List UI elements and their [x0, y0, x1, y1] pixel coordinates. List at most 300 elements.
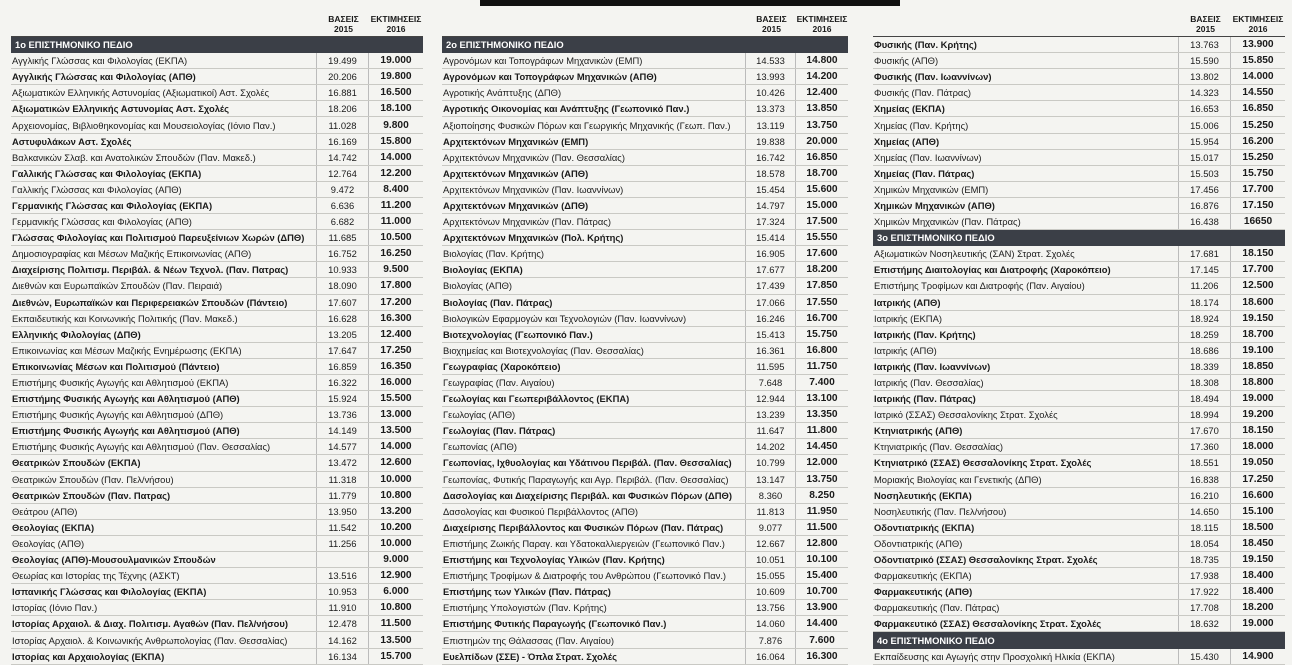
- base-2015-value: 16.134: [316, 649, 368, 664]
- department-name: Αξιοποίησης Φυσικών Πόρων και Γεωργικής Μηχανικής (Γεωπ. Παν.): [443, 119, 731, 131]
- table-row: [442, 584, 848, 600]
- department-name: Χημείας (ΕΚΠΑ): [874, 103, 945, 115]
- base-2015-value: 15.006: [1178, 117, 1230, 132]
- table-row: [442, 327, 848, 343]
- estimate-2016-value: 13.850: [795, 101, 848, 116]
- base-2015-value: 15.055: [745, 568, 795, 583]
- estimate-2016-value: 11.800: [795, 423, 848, 438]
- department-name: Βιολογίας (ΑΠΘ): [443, 280, 513, 292]
- department-name: Αρχιτεκτόνων Μηχανικών (Παν. Θεσσαλίας): [443, 151, 625, 163]
- table-row: [11, 504, 423, 520]
- estimate-2016-value: 18.000: [1230, 439, 1285, 454]
- table-rows: [11, 37, 423, 665]
- estimate-2016-value: 16.300: [368, 311, 423, 326]
- base-2015-value: 13.373: [745, 101, 795, 116]
- base-2015-value: 13.802: [1178, 69, 1230, 84]
- base-2015-value: 13.147: [745, 472, 795, 487]
- header-base-2015: ΒΑΣΕΙΣ 2015: [1190, 14, 1221, 34]
- table-row: [442, 343, 848, 359]
- base-2015-value: 11.813: [745, 504, 795, 519]
- department-name: Εκπαιδευτικής και Κοινωνικής Πολιτικής (Παν. Μακεδ.): [12, 312, 238, 324]
- base-2015-value: 10.799: [745, 455, 795, 470]
- estimate-2016-value: 19.000: [1230, 616, 1285, 631]
- table-row: [11, 439, 423, 455]
- department-name: Γαλλικής Γλώσσας και Φιλολογίας (ΕΚΠΑ): [12, 167, 202, 179]
- estimate-2016-value: 12.600: [368, 455, 423, 470]
- table-row: [442, 182, 848, 198]
- estimate-2016-value: 11.200: [368, 198, 423, 213]
- base-2015-value: [1180, 632, 1231, 647]
- base-2015-value: 16.859: [316, 359, 368, 374]
- base-2015-value: 16.752: [316, 246, 368, 261]
- table-row: [442, 616, 848, 632]
- table-row: [11, 311, 423, 327]
- estimate-2016-value: [1231, 632, 1285, 647]
- estimate-2016-value: 18.600: [1230, 295, 1285, 310]
- table-row: [442, 472, 848, 488]
- estimate-2016-value: 16650: [1230, 214, 1285, 229]
- table-row: [11, 117, 423, 133]
- base-2015-value: 8.360: [745, 488, 795, 503]
- department-name: Επιστήμης Φυτικής Παραγωγής (Γεωπονικό Παν.): [443, 618, 667, 630]
- department-name: Ιστορίας Αρχαιολ. & Διαχ. Πολιτισμ. Αγαθών (Παν. Πελ/νήσου): [12, 618, 288, 630]
- estimate-2016-value: 18.850: [1230, 359, 1285, 374]
- table-row: [873, 439, 1285, 455]
- table-row: [11, 649, 423, 665]
- table-row: [873, 423, 1285, 439]
- department-name: Ιατρικής (ΑΠΘ): [874, 344, 937, 356]
- column-header: [873, 0, 1285, 37]
- estimate-2016-value: 13.900: [1230, 37, 1285, 52]
- table-row: [442, 246, 848, 262]
- estimate-2016-value: 14.200: [795, 69, 848, 84]
- estimate-2016-value: 16.300: [795, 649, 848, 664]
- estimate-2016-value: 17.500: [795, 214, 848, 229]
- estimate-2016-value: 16.850: [795, 150, 848, 165]
- table-row: [442, 230, 848, 246]
- base-2015-value: 17.677: [745, 262, 795, 277]
- header-base-2015: ΒΑΣΕΙΣ 2015: [756, 14, 787, 34]
- table-row: [442, 117, 848, 133]
- base-2015-value: 17.066: [745, 295, 795, 310]
- department-name: Επιστήμης των Υλικών (Παν. Πάτρας): [443, 586, 611, 598]
- base-2015-value: 13.736: [316, 407, 368, 422]
- estimate-2016-value: 17.700: [1230, 182, 1285, 197]
- base-2015-value: 14.060: [745, 616, 795, 631]
- department-name: Αξιωματικών Ελληνικής Αστυνομίας Αστ. Σχολές: [12, 103, 230, 115]
- department-name: Επιστήμης Τροφίμων & Διατροφής του Ανθρώπου (Γεωπονικό Παν.): [443, 570, 727, 582]
- estimate-2016-value: 12.500: [1230, 278, 1285, 293]
- table-row: [11, 327, 423, 343]
- department-name: Επικοινωνίας Μέσων και Πολιτισμού (Πάντειο): [12, 360, 220, 372]
- table-row: [11, 53, 423, 69]
- estimate-2016-value: 18.100: [368, 101, 423, 116]
- base-2015-value: 18.054: [1178, 536, 1230, 551]
- table-row: [11, 69, 423, 85]
- department-name: Αγροτικής Ανάπτυξης (ΔΠΘ): [443, 87, 562, 99]
- estimate-2016-value: 15.250: [1230, 117, 1285, 132]
- department-name: Φυσικής (Παν. Κρήτης): [874, 39, 977, 51]
- base-2015-value: 14.650: [1178, 504, 1230, 519]
- estimate-2016-value: 16.850: [1230, 101, 1285, 116]
- department-name: Χημικών Μηχανικών (ΕΜΠ): [874, 183, 989, 195]
- table-row: [442, 262, 848, 278]
- department-name: Χημείας (Παν. Κρήτης): [874, 119, 969, 131]
- table-row: [873, 552, 1285, 568]
- department-name: Γεωγραφίας (Χαροκόπειο): [443, 360, 561, 372]
- estimate-2016-value: 18.400: [1230, 584, 1285, 599]
- table-row: [873, 455, 1285, 471]
- table-row: [11, 423, 423, 439]
- table-row: [442, 520, 848, 536]
- department-name: Διεθνών και Ευρωπαϊκών Σπουδών (Παν. Πειραιά): [12, 280, 223, 292]
- table-row: [442, 278, 848, 294]
- table-row: [11, 455, 423, 471]
- base-2015-value: 17.922: [1178, 584, 1230, 599]
- table-row: [873, 568, 1285, 584]
- department-name: Αστυφυλάκων Αστ. Σχολές: [12, 135, 132, 147]
- table-row: [873, 85, 1285, 101]
- base-2015-value: 13.239: [745, 407, 795, 422]
- department-name: Γεωπονίας, Ιχθυολογίας και Υδάτινου Περιβάλ. (Παν. Θεσσαλίας): [443, 457, 732, 469]
- header-estimate-2016: ΕΚΤΙΜΗΣΕΙΣ 2016: [1232, 14, 1284, 34]
- table-row: [11, 198, 423, 214]
- department-name: Αρχιτεκτόνων Μηχανικών (Παν. Ιωαννίνων): [443, 183, 624, 195]
- table-row: [873, 278, 1285, 294]
- base-2015-value: [747, 37, 796, 52]
- base-2015-value: 15.454: [745, 182, 795, 197]
- department-name: Επιστημών της Θάλασσας (Παν. Αιγαίου): [443, 634, 615, 646]
- estimate-2016-value: 9.500: [368, 262, 423, 277]
- department-name: Επιστήμης Φυσικής Αγωγής και Αθλητισμού (Παν. Θεσσαλίας): [12, 441, 271, 453]
- base-2015-value: 15.413: [745, 327, 795, 342]
- estimate-2016-value: 12.400: [368, 327, 423, 342]
- department-name: Επιστήμης Φυσικής Αγωγής και Αθλητισμού (ΑΠΘ): [12, 393, 240, 405]
- estimate-2016-value: 17.200: [368, 295, 423, 310]
- table-row: [442, 632, 848, 648]
- estimate-2016-value: 19.150: [1230, 552, 1285, 567]
- department-name: Θεατρικών Σπουδών (Παν. Πελ/νήσου): [12, 473, 174, 485]
- estimate-2016-value: 15.500: [368, 391, 423, 406]
- department-name: Κτηνιατρικής (ΑΠΘ): [874, 425, 963, 437]
- base-2015-value: 12.478: [316, 616, 368, 631]
- estimate-2016-value: 16.700: [795, 311, 848, 326]
- table-row: [11, 600, 423, 616]
- table-row: [11, 278, 423, 294]
- base-2015-value: [318, 37, 369, 52]
- department-name: Επιστήμης Υπολογιστών (Παν. Κρήτης): [443, 602, 607, 614]
- base-2015-value: 12.667: [745, 536, 795, 551]
- table-row: [11, 407, 423, 423]
- estimate-2016-value: 9.000: [368, 552, 423, 567]
- base-2015-value: 16.064: [745, 649, 795, 664]
- department-name: Χημείας (Παν. Πάτρας): [874, 167, 975, 179]
- table-row: [11, 343, 423, 359]
- estimate-2016-value: 16.000: [368, 375, 423, 390]
- estimate-2016-value: 17.250: [368, 343, 423, 358]
- table-row: [11, 101, 423, 117]
- department-name: Αγγλικής Γλώσσας και Φιλολογίας (ΑΠΘ): [12, 71, 196, 83]
- base-2015-value: 20.206: [316, 69, 368, 84]
- base-2015-value: 7.648: [745, 375, 795, 390]
- estimate-2016-value: 19.050: [1230, 455, 1285, 470]
- department-name: Οδοντιατρικής (ΑΠΘ): [874, 537, 963, 549]
- base-2015-value: 13.763: [1178, 37, 1230, 52]
- table-row: [11, 520, 423, 536]
- department-name: 3ο ΕΠΙΣΤΗΜΟΝΙΚΟ ΠΕΔΙΟ: [877, 232, 995, 244]
- base-2015-value: 7.876: [745, 632, 795, 647]
- table-row: [442, 69, 848, 85]
- estimate-2016-value: [796, 37, 848, 52]
- estimate-2016-value: 18.150: [1230, 246, 1285, 261]
- estimate-2016-value: 15.750: [795, 327, 848, 342]
- estimate-2016-value: 17.850: [795, 278, 848, 293]
- department-name: Χημικών Μηχανικών (Παν. Πάτρας): [874, 216, 1021, 228]
- department-name: Γερμανικής Γλώσσας και Φιλολογίας (ΕΚΠΑ): [12, 199, 213, 211]
- estimate-2016-value: 18.800: [1230, 375, 1285, 390]
- section-header: [442, 37, 848, 53]
- table-row: [873, 375, 1285, 391]
- estimate-2016-value: 17.150: [1230, 198, 1285, 213]
- table-row: [873, 616, 1285, 632]
- estimate-2016-value: 15.400: [795, 568, 848, 583]
- base-2015-value: 16.322: [316, 375, 368, 390]
- estimate-2016-value: 10.200: [368, 520, 423, 535]
- base-2015-value: 14.323: [1178, 85, 1230, 100]
- department-name: Οδοντιατρικής (ΕΚΠΑ): [874, 521, 975, 533]
- estimate-2016-value: 8.400: [368, 182, 423, 197]
- department-name: Επιστήμης Φυσικής Αγωγής και Αθλητισμού (ΔΠΘ): [12, 409, 224, 421]
- department-name: Γερμανικής Γλώσσας και Φιλολογίας (ΑΠΘ): [12, 216, 192, 228]
- base-2015-value: 12.764: [316, 166, 368, 181]
- base-2015-value: 18.551: [1178, 455, 1230, 470]
- department-name: Νοσηλευτικής (Παν. Πελ/νήσου): [874, 505, 1007, 517]
- table-column-1: [11, 0, 423, 665]
- estimate-2016-value: 9.800: [368, 117, 423, 132]
- table-row: [873, 311, 1285, 327]
- base-2015-value: 13.119: [745, 117, 795, 132]
- estimate-2016-value: 13.500: [368, 423, 423, 438]
- base-2015-value: 17.456: [1178, 182, 1230, 197]
- estimate-2016-value: 17.700: [1230, 262, 1285, 277]
- department-name: Ελληνικής Φιλολογίας (ΔΠΘ): [12, 328, 141, 340]
- estimate-2016-value: 17.250: [1230, 472, 1285, 487]
- base-2015-value: 14.577: [316, 439, 368, 454]
- estimate-2016-value: 10.500: [368, 230, 423, 245]
- base-2015-value: 15.430: [1178, 649, 1230, 664]
- estimate-2016-value: 10.800: [368, 600, 423, 615]
- base-2015-value: 17.145: [1178, 262, 1230, 277]
- department-name: 2ο ΕΠΙΣΤΗΜΟΝΙΚΟ ΠΕΔΙΟ: [446, 39, 564, 51]
- estimate-2016-value: 10.100: [795, 552, 848, 567]
- base-2015-value: 10.609: [745, 584, 795, 599]
- table-row: [11, 182, 423, 198]
- base-2015-value: 18.206: [316, 101, 368, 116]
- section-header: [873, 632, 1285, 648]
- table-row: [442, 101, 848, 117]
- base-2015-value: 18.259: [1178, 327, 1230, 342]
- department-name: Αρχειονομίας, Βιβλιοθηκονομίας και Μουσειολογίας (Ιόνιο Παν.): [12, 119, 276, 131]
- table-row: [11, 246, 423, 262]
- base-2015-value: 17.670: [1178, 423, 1230, 438]
- base-2015-value: 11.595: [745, 359, 795, 374]
- table-row: [442, 150, 848, 166]
- estimate-2016-value: 16.600: [1230, 488, 1285, 503]
- base-2015-value: 14.533: [745, 53, 795, 68]
- estimate-2016-value: 15.550: [795, 230, 848, 245]
- estimate-2016-value: 13.500: [368, 632, 423, 647]
- base-2015-value: 17.324: [745, 214, 795, 229]
- table-row: [873, 69, 1285, 85]
- department-name: Θεολογίας (ΕΚΠΑ): [12, 521, 95, 533]
- table-row: [442, 359, 848, 375]
- estimate-2016-value: 13.750: [795, 472, 848, 487]
- estimate-2016-value: 20.000: [795, 134, 848, 149]
- department-name: Ιστορίας (Ιόνιο Παν.): [12, 602, 98, 614]
- table-row: [11, 584, 423, 600]
- table-column-3: [873, 0, 1285, 665]
- department-name: Διεθνών, Ευρωπαϊκών και Περιφερειακών Σπουδών (Πάντειο): [12, 296, 288, 308]
- estimate-2016-value: 18.200: [1230, 600, 1285, 615]
- department-name: Επιστήμης Διαιτολογίας και Διατροφής (Χαροκόπειο): [874, 264, 1111, 276]
- base-2015-value: 13.205: [316, 327, 368, 342]
- base-2015-value: 14.162: [316, 632, 368, 647]
- department-name: Ιστορίας Αρχαιολ. & Κοινωνικής Ανθρωπολογίας (Παν. Θεσσαλίας): [12, 634, 288, 646]
- base-2015-value: 14.202: [745, 439, 795, 454]
- department-name: Αγροτικής Οικονομίας και Ανάπτυξης (Γεωπονικό Παν.): [443, 103, 690, 115]
- department-name: Εκπαίδευσης και Αγωγής στην Προσχολική Ηλικία (ΕΚΠΑ): [874, 650, 1115, 662]
- department-name: Ιατρικής (Παν. Θεσσαλίας): [874, 377, 984, 389]
- department-name: Ισπανικής Γλώσσας και Φιλολογίας (ΕΚΠΑ): [12, 586, 207, 598]
- table-row: [873, 472, 1285, 488]
- estimate-2016-value: 16.500: [368, 85, 423, 100]
- base-2015-value: 17.647: [316, 343, 368, 358]
- department-name: Ιατρικό (ΣΣΑΣ) Θεσσαλονίκης Στρατ. Σχολές: [874, 409, 1058, 421]
- estimate-2016-value: 19.000: [1230, 391, 1285, 406]
- estimate-2016-value: 8.250: [795, 488, 848, 503]
- table-row: [442, 85, 848, 101]
- base-2015-value: 16.361: [745, 343, 795, 358]
- table-row: [873, 520, 1285, 536]
- estimate-2016-value: 14.000: [1230, 69, 1285, 84]
- table-row: [873, 198, 1285, 214]
- department-name: Επιστήμης Τροφίμων και Διατροφής (Παν. Αιγαίου): [874, 280, 1085, 292]
- department-name: Φαρμακευτικής (ΑΠΘ): [874, 586, 973, 598]
- table-row: [11, 536, 423, 552]
- table-row: [442, 568, 848, 584]
- estimate-2016-value: 15.100: [1230, 504, 1285, 519]
- table-row: [442, 552, 848, 568]
- table-row: [442, 198, 848, 214]
- department-name: Θεολογίας (ΑΠΘ): [12, 537, 85, 549]
- table-row: [442, 407, 848, 423]
- table-row: [442, 423, 848, 439]
- table-row: [873, 246, 1285, 262]
- base-2015-value: 18.578: [745, 166, 795, 181]
- department-name: Αξιωματικών Ελληνικής Αστυνομίας (Αξιωματικοί) Αστ. Σχολές: [12, 87, 270, 99]
- table-row: [873, 134, 1285, 150]
- department-name: Διαχείρισης Περιβάλλοντος και Φυσικών Πόρων (Παν. Πάτρας): [443, 521, 724, 533]
- base-2015-value: 16.838: [1178, 472, 1230, 487]
- table-row: [873, 327, 1285, 343]
- department-name: Κτηνιατρικής (Παν. Θεσσαλίας): [874, 441, 1004, 453]
- base-2015-value: 17.681: [1178, 246, 1230, 261]
- table-row: [873, 488, 1285, 504]
- estimate-2016-value: 15.000: [795, 198, 848, 213]
- department-name: Γαλλικής Γλώσσας και Φιλολογίας (ΑΠΘ): [12, 183, 182, 195]
- table-row: [11, 214, 423, 230]
- estimate-2016-value: 19.150: [1230, 311, 1285, 326]
- department-name: Βιολογίας (Παν. Κρήτης): [443, 248, 545, 260]
- base-2015-value: 18.994: [1178, 407, 1230, 422]
- table-row: [873, 53, 1285, 69]
- estimate-2016-value: 13.350: [795, 407, 848, 422]
- department-name: Νοσηλευτικής (ΕΚΠΑ): [874, 489, 972, 501]
- table-row: [442, 536, 848, 552]
- department-name: Οδοντιατρικό (ΣΣΑΣ) Θεσσαλονίκης Στρατ. Σχολές: [874, 554, 1098, 566]
- base-2015-value: 17.360: [1178, 439, 1230, 454]
- base-2015-value: 18.494: [1178, 391, 1230, 406]
- table-row: [11, 134, 423, 150]
- base-2015-value: 18.115: [1178, 520, 1230, 535]
- department-name: Αγγλικής Γλώσσας και Φιλολογίας (ΕΚΠΑ): [12, 55, 188, 67]
- department-name: Γεωγραφίας (Παν. Αιγαίου): [443, 377, 555, 389]
- department-name: Χημείας (ΑΠΘ): [874, 135, 940, 147]
- department-name: Ιατρικής (ΑΠΘ): [874, 296, 941, 308]
- table-rows: [442, 37, 848, 665]
- department-name: Φαρμακευτικό (ΣΣΑΣ) Θεσσαλονίκης Στρατ. Σχολές: [874, 618, 1102, 630]
- estimate-2016-value: 12.800: [795, 536, 848, 551]
- base-2015-value: 10.953: [316, 584, 368, 599]
- estimate-2016-value: 11.950: [795, 504, 848, 519]
- table-row: [442, 455, 848, 471]
- table-row: [873, 343, 1285, 359]
- department-name: Βιοτεχνολογίας (Γεωπονικό Παν.): [443, 328, 593, 340]
- estimate-2016-value: 11.500: [368, 616, 423, 631]
- department-name: Βαλκανικών Σλαβ. και Ανατολικών Σπουδών (Παν. Μακεδ.): [12, 151, 256, 163]
- estimate-2016-value: 6.000: [368, 584, 423, 599]
- base-2015-value: 16.905: [745, 246, 795, 261]
- table-row: [442, 391, 848, 407]
- estimate-2016-value: 14.800: [795, 53, 848, 68]
- table-row: [11, 616, 423, 632]
- section-header: [873, 230, 1285, 246]
- base-2015-value: 16.628: [316, 311, 368, 326]
- department-name: Κτηνιατρικό (ΣΣΑΣ) Θεσσαλονίκης Στρατ. Σχολές: [874, 457, 1092, 469]
- base-2015-value: 13.993: [745, 69, 795, 84]
- table-row: [442, 295, 848, 311]
- header-base-2015: ΒΑΣΕΙΣ 2015: [328, 14, 359, 34]
- base-2015-value: 11.779: [316, 488, 368, 503]
- table-row: [873, 504, 1285, 520]
- table-row: [11, 85, 423, 101]
- table-row: [442, 439, 848, 455]
- table-row: [11, 359, 423, 375]
- base-2015-value: [316, 552, 368, 567]
- department-name: Βιολογίας (Παν. Πάτρας): [443, 296, 553, 308]
- base-2015-value: 9.472: [316, 182, 368, 197]
- department-name: Γεωπονίας (ΑΠΘ): [443, 441, 517, 453]
- base-2015-value: 16.876: [1178, 198, 1230, 213]
- table-row: [442, 166, 848, 182]
- estimate-2016-value: 14.000: [368, 150, 423, 165]
- table-row: [442, 375, 848, 391]
- department-name: Θεωρίας και Ιστορίας της Τέχνης (ΑΣΚΤ): [12, 570, 180, 582]
- estimate-2016-value: 18.400: [1230, 568, 1285, 583]
- department-name: Ιστορίας και Αρχαιολογίας (ΕΚΠΑ): [12, 650, 165, 662]
- table-row: [873, 649, 1285, 665]
- estimate-2016-value: 12.000: [795, 455, 848, 470]
